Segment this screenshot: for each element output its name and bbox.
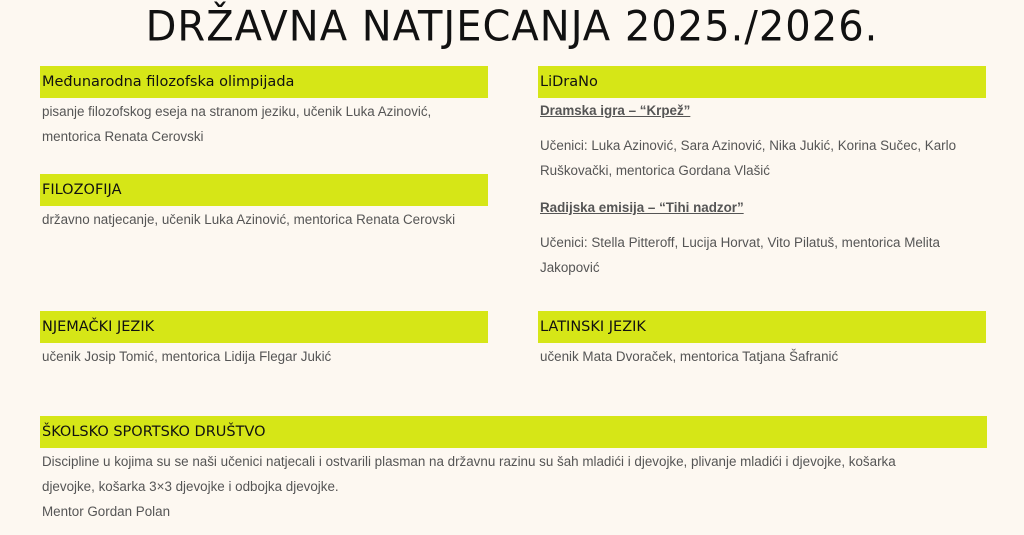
section-text-line: pisanje filozofskog eseja na stranom jeziku, učenik Luka Azinović, (42, 104, 432, 119)
section-text-line: državno natjecanje, učenik Luka Azinović, mentorica Renata Cerovski (42, 212, 456, 227)
section-filozofija (40, 174, 488, 232)
section-lidrano (538, 66, 986, 280)
section-text-line: djevojke, košarka 3×3 djevojke i odbojka djevojke. (42, 479, 339, 494)
section-heading: FILOZOFIJA (40, 174, 488, 206)
section-heading: Međunarodna filozofska olimpijada (40, 66, 488, 98)
subsection-title-dramska-igra: Dramska igra – “Krpež” (540, 103, 691, 118)
section-text-line: Učenici: Luka Azinović, Sara Azinović, Nika Jukić, Korina Sučec, Karlo (540, 138, 957, 153)
section-heading: ŠKOLSKO SPORTSKO DRUŠTVO (40, 416, 987, 448)
section-text-line: Mentor Gordan Polan (42, 504, 171, 519)
section-latinski (538, 311, 986, 369)
section-text-line: Učenici: Stella Pitteroff, Lucija Horvat, Vito Pilatuš, mentorica Melita (540, 235, 940, 250)
section-text-line: Jakopović (540, 260, 600, 275)
section-olimpijada (40, 66, 488, 149)
section-njemacki (40, 311, 488, 369)
section-text-line: Discipline u kojima su se naši učenici natjecali i ostvarili plasman na državnu razinu su šah mladići i djevojke, plivanje mladići i djevojke, košarka (42, 454, 896, 469)
page-title: DRŽAVNA NATJECANJA 2025./2026. (145, 2, 879, 52)
section-text-line: učenik Josip Tomić, mentorica Lidija Flegar Jukić (42, 349, 332, 364)
section-heading: LiDraNo (538, 66, 986, 98)
section-heading: LATINSKI JEZIK (538, 311, 986, 343)
section-text-line: mentorica Renata Cerovski (42, 129, 204, 144)
section-sportsko-drustvo (40, 416, 987, 524)
section-text-line: učenik Mata Dvoraček, mentorica Tatjana Šafranić (540, 349, 839, 364)
section-text-line: Ruškovački, mentorica Gordana Vlašić (540, 163, 770, 178)
subsection-title-radijska-emisija: Radijska emisija – “Tihi nadzor” (540, 200, 744, 215)
section-heading: NJEMAČKI JEZIK (40, 311, 488, 343)
